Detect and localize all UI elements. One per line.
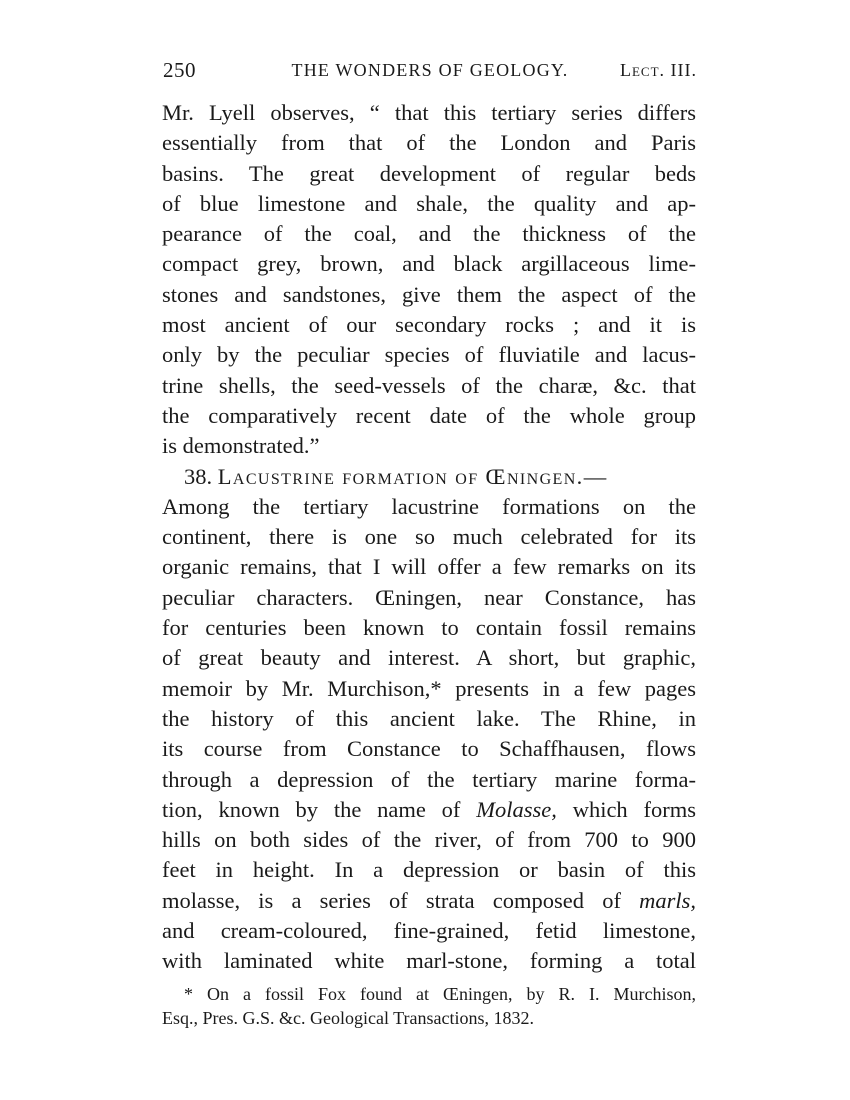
page-number: 250 — [163, 58, 196, 82]
italic-term-molasse: Molasse, — [476, 796, 557, 822]
section-heading — [162, 462, 696, 492]
text-line: the history of this ancient lake. The Rhine, in — [162, 705, 696, 731]
body-text — [162, 98, 696, 977]
lecture-label: Lect. III. — [619, 60, 697, 80]
text-line: feet in height. In a depression or basin of this — [162, 857, 696, 883]
text-line: stones and sandstones, give them the aspect of the — [162, 281, 696, 307]
text-line: trine shells, the seed-vessels of the charæ, &c. that — [162, 372, 696, 398]
text-line: through a depression of the tertiary marine forma- — [162, 766, 696, 792]
text-line: Mr. Lyell observes, “ that this tertiary series differs — [162, 100, 696, 125]
text-line — [162, 795, 696, 825]
text-line: compact grey, brown, and black argillaceous lime- — [162, 251, 696, 277]
running-title: THE WONDERS OF GEOLOGY. — [291, 60, 569, 80]
text-line: Among the tertiary lacustrine formations on the — [162, 493, 696, 519]
footnote-line: * On a fossil Fox found at Œningen, by R. I. Murchison, — [184, 984, 696, 1004]
text-line: and cream-coloured, fine-grained, fetid limestone, — [162, 918, 696, 944]
text-line: of blue limestone and shale, the quality and ap- — [162, 190, 696, 216]
text-line: memoir by Mr. Murchison,* presents in a few pages — [162, 675, 696, 701]
text-line: its course from Constance to Schaffhausen, flows — [162, 736, 696, 762]
footnote — [162, 982, 696, 1030]
text-line: is demonstrated.” — [162, 433, 320, 459]
text-line: pearance of the coal, and the thickness of the — [162, 221, 696, 247]
text-line: most ancient of our secondary rocks ; and it is — [162, 312, 696, 338]
section-title: Lacustrine formation of Œningen.— — [217, 463, 608, 489]
text-line — [162, 886, 696, 916]
text-line: the comparatively recent date of the whole group — [162, 402, 696, 428]
text-line: basins. The great development of regular beds — [162, 160, 696, 186]
text-line: continent, there is one so much celebrated for its — [162, 524, 696, 550]
running-head — [163, 58, 697, 88]
text-line: for centuries been known to contain fossil remains — [162, 615, 696, 641]
text-line: organic remains, that I will offer a few remarks on its — [162, 554, 696, 580]
text-line: only by the peculiar species of fluviatile and lacus- — [162, 342, 696, 368]
section-number: 38. — [184, 463, 213, 489]
text-line: with laminated white marl-stone, forming a total — [162, 948, 696, 974]
text-fragment: molasse, is a series of strata composed of — [162, 887, 640, 913]
text-line: peculiar characters. Œningen, near Constance, has — [162, 584, 696, 610]
text-line: hills on both sides of the river, of from 700 to 900 — [162, 827, 696, 853]
text-fragment: which forms — [556, 796, 696, 822]
text-fragment: tion, known by the name of — [162, 796, 477, 822]
text-line: essentially from that of the London and Paris — [162, 130, 696, 156]
italic-term-marls: marls, — [639, 887, 696, 913]
text-line: of great beauty and interest. A short, but graphic, — [162, 645, 696, 671]
footnote-line: Esq., Pres. G.S. &c. Geological Transactions, 1832. — [162, 1008, 534, 1028]
